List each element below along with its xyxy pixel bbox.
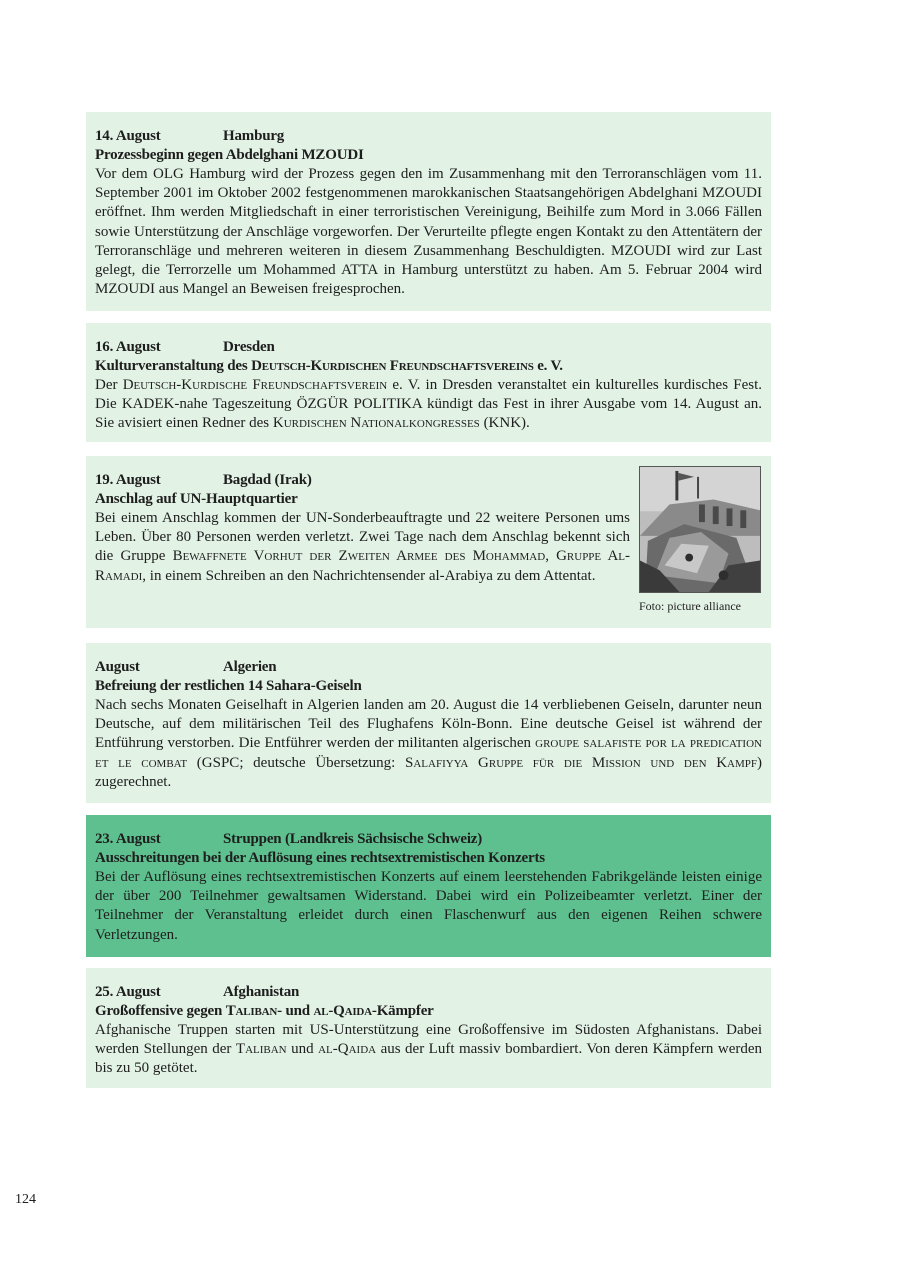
photo-box [639, 466, 761, 614]
entry-place: Algerien [223, 659, 277, 675]
organization-name: Taliban [225, 1003, 278, 1019]
body-part: Nach sechs Monaten Geiselhaft in Algerien landen am 20. August die 14 verbliebenen Geiseln, darunter neun Deutsche, auf dem militärischen Teil des Flughafens Köln-Bonn. Eine deutsche Geisel ist während der Entführung verstorben. Die Entführer werden der militanten algerischen [95, 697, 762, 752]
entry-place: Afghanistan [223, 984, 300, 1000]
entry-date: August [95, 659, 140, 675]
body-part: Der [95, 377, 123, 393]
entry-title: Ausschreitungen bei der Auflösung eines rechtsextremistischen Konzerts [95, 850, 545, 866]
entry-date: 16. August [95, 339, 161, 355]
entry-mzoudi [86, 112, 771, 311]
title-part: -Kämpfer [371, 1003, 434, 1019]
entry-date: 14. August [95, 128, 161, 144]
body-part: (KNK). [479, 415, 530, 432]
entry-body [95, 376, 762, 434]
organization-name: Salafiyya Gruppe für die Mission und den Kampf [405, 754, 757, 771]
title-part: Kulturveranstaltung des [95, 358, 252, 374]
entry-header [95, 471, 630, 490]
entry-body [95, 696, 762, 792]
entry-dresden [86, 323, 771, 442]
entry-place: Dresden [223, 339, 275, 355]
entry-header [95, 983, 762, 1002]
entry-bagdad [86, 456, 771, 628]
body-part: (GSPC; deutsche Übersetzung: [187, 754, 406, 771]
title-part: - und [277, 1003, 314, 1019]
page-number: 124 [15, 1192, 36, 1207]
entry-place: Bagdad (Irak) [223, 472, 312, 488]
organization-name: Bewaffnete Vorhut der Zweiten Armee des Mohammad, Gruppe Al-Ramadi [95, 548, 630, 584]
organization-name: Deutsch-Kurdischen Freundschaftsvereins [251, 358, 534, 374]
entry-title [95, 357, 762, 376]
organization-name: al-Qaida [313, 1003, 372, 1019]
entry-algerien [86, 643, 771, 803]
organization-name: Taliban [235, 1041, 287, 1058]
entry-body: Vor dem OLG Hamburg wird der Prozess gegen den im Zusammenhang mit den Terroranschlägen vom 11. September 2001 im Oktober 2002 festgenommenen marokkanischen Staatsangehörigen Abdelghani MZOUDI eröffnet. Ihm werden Mitgliedschaft in einer terroristischen Vereinigung, Beihilfe zum Mord in 3.066 Fällen sowie Unterstützung der Anschläge vorgeworfen. Der Verurteilte pflegte engen Kontakt zu den Attentätern der Terroranschläge und mehreren weiteren in diesem Zusammenhang Beschuldigten. MZOUDI wird zur Last gelegt, die Terrorzelle um Mohammed ATTA in Hamburg unterstützt zu haben. Am 5. Februar 2004 wird MZOUDI aus Mangel an Beweisen freigesprochen. [95, 166, 762, 298]
organization-name: al-Qaida [318, 1041, 377, 1058]
body-part: , in einem Schreiben an den Nachrichtensender al-Arabiya zu dem Attentat. [142, 567, 596, 584]
body-part: Afghanische Truppen starten mit US-Unterstützung eine Großoffensive im Südosten Afghanistans. Dabei werden Stellungen der [95, 1022, 762, 1058]
organization-name: Kurdischen Nationalkongresses [272, 415, 480, 432]
entry-title [95, 1002, 762, 1021]
title-part: e. V. [533, 358, 563, 374]
entry-struppen [86, 815, 771, 957]
entry-date: 23. August [95, 831, 161, 847]
entry-afghanistan [86, 968, 771, 1088]
title-part: Großoffensive gegen [95, 1003, 226, 1019]
entry-header [95, 127, 762, 146]
entry-date: 19. August [95, 472, 161, 488]
entry-header [95, 338, 762, 357]
entry-place: Hamburg [223, 128, 285, 144]
body-part: Bei einem Anschlag kommen der UN-Sonderbeauftragte und 22 weitere Personen ums Leben. Über 80 Personen werden verletzt. Zwei Tage nach dem Anschlag bekennt sich die Gruppe [95, 510, 630, 565]
entry-body [95, 1021, 762, 1079]
entry-title: Anschlag auf UN-Hauptquartier [95, 491, 298, 507]
body-part: ) zugerechnet. [95, 754, 762, 790]
entry-header [95, 658, 762, 677]
photo-caption: Foto: picture alliance [639, 599, 741, 613]
entry-title: Befreiung der restlichen 14 Sahara-Geiseln [95, 678, 362, 694]
body-part: aus der Luft massiv bombardiert. Von deren Kämpfern werden bis zu 50 getötet. [95, 1041, 762, 1077]
entry-body: Bei der Auflösung eines rechtsextremistischen Konzerts auf einem leerstehenden Fabrikgelände leisten einige der über 200 Teilnehmer gewaltsamen Widerstand. Dabei wird ein Polizeibeamter verletzt. Einer der Teilnehmer der Veranstaltung erleidet durch einen Flaschenwurf aus den eigenen Reihen schwere Verletzungen. [95, 869, 762, 943]
entry-date: 25. August [95, 984, 161, 1000]
bombed-building-photo [639, 466, 761, 593]
entry-header [95, 830, 762, 849]
entry-body [95, 509, 630, 586]
body-part: und [286, 1041, 319, 1058]
organization-name: groupe salafiste por la predication et le combat [95, 735, 762, 771]
entry-title: Prozessbeginn gegen Abdelghani MZOUDI [95, 147, 364, 163]
body-part: e. V. in Dresden veranstaltet ein kulturelles kurdisches Fest. Die KADEK-nahe Tageszeitung ÖZGÜR POLITIKA kündigt das Fest in ihrer Ausgabe vom 14. August an. Sie avisiert einen Redner des [95, 377, 762, 432]
organization-name: Deutsch-Kurdische Freundschaftsverein [122, 377, 388, 393]
entry-text-column [95, 471, 630, 586]
entry-place: Struppen (Landkreis Sächsische Schweiz) [223, 831, 483, 847]
